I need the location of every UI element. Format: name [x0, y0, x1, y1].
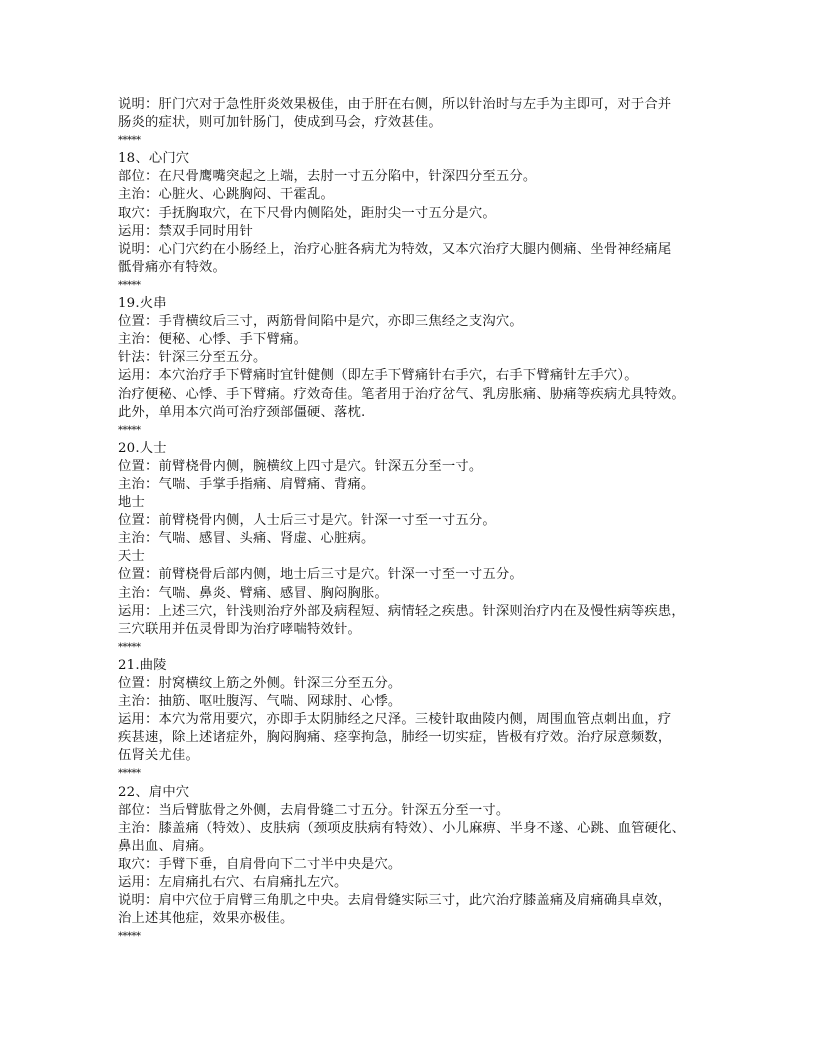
text-line: 主治：便秘、心悸、手下臂痛。 [118, 332, 307, 348]
text-line: 取穴：手抚胸取穴，在下尺骨内侧陷处，距肘尖一寸五分是穴。 [118, 205, 496, 221]
subsection-heading: 天士 [118, 549, 145, 565]
text-line: 主治：抽筋、呕吐腹泻、气喘、网球肘、心悸。 [118, 694, 402, 710]
section-heading: 21.曲陵 [118, 657, 167, 673]
text-line: 运用：禁双手同时用针 [118, 223, 253, 239]
text-line: 主治：气喘、鼻炎、臂痛、感冒、胸闷胸胀。 [118, 585, 388, 601]
text-line: 说明：肩中穴位于肩臂三角肌之中央。去肩骨缝实际三寸，此穴治疗膝盖痛及肩痛确具卓效， [118, 893, 672, 909]
text-line: 位置：前臂桡骨后部内侧，地士后三寸是穴。针深一寸至一寸五分。 [118, 567, 523, 583]
text-line: 部位：当后臂肱骨之外侧，去肩骨缝二寸五分。针深五分至一寸。 [118, 802, 510, 818]
text-line: 肠炎的症状，则可加针肠门，使成到马会，疗效甚佳。 [118, 115, 442, 131]
text-line: 主治：心脏火、心跳胸闷、干霍乱。 [118, 187, 334, 203]
text-line: 位置：前臂桡骨内侧，人士后三寸是穴。针深一寸至一寸五分。 [118, 513, 496, 529]
text-line: 伍肾关尤佳。 [118, 748, 199, 764]
text-line: 治疗便秘、心悸、手下臂痛。疗效奇佳。笔者用于治疗岔气、乳房胀痛、胁痛等疾病尤具特效。 [118, 386, 685, 402]
text-line: 疾甚速，除上述诸症外，胸闷胸痛、痉挛拘急，肺经一切实症，皆极有疗效。治疗尿意频数， [118, 730, 672, 746]
subsection-heading: 地士 [118, 495, 145, 511]
text-line: 运用：本穴治疗手下臂痛时宜针健侧（即左手下臂痛针右手穴，右手下臂痛针左手穴）。 [118, 368, 638, 384]
text-line: 运用：本穴为常用要穴，亦即手太阴肺经之尺泽。三棱针取曲陵内侧，周围血管点刺出血，疗 [118, 712, 672, 728]
text-line: 主治：膝盖痛（特效）、皮肤病（颈项皮肤病有特效）、小儿麻痹、半身不遂、心跳、血管硬化、 [118, 820, 686, 836]
section-separator: ***** [118, 768, 141, 780]
text-line: 位置：前臂桡骨内侧，腕横纹上四寸是穴。针深五分至一寸。 [118, 458, 483, 474]
text-line: 主治：气喘、感冒、头痛、肾虚、心脏病。 [118, 531, 375, 547]
section-separator: ***** [118, 931, 141, 943]
text-line: 三穴联用并伍灵骨即为治疗哮喘特效针。 [118, 621, 361, 637]
text-line: 骶骨痛亦有特效。 [118, 259, 226, 275]
section-heading: 19.火串 [118, 296, 167, 312]
text-line: 位置：手背横纹后三寸，两筋骨间陷中是穴，亦即三焦经之支沟穴。 [118, 314, 523, 330]
text-line: 说明：肝门穴对于急性肝炎效果极佳，由于肝在右侧，所以针治时与左手为主即可，对于合并 [118, 97, 672, 112]
section-heading: 22、肩中穴 [118, 784, 190, 800]
text-line: 治上述其他症，效果亦极佳。 [118, 911, 294, 927]
section-heading: 18、心门穴 [118, 151, 190, 167]
text-line: 鼻出血、肩痛。 [118, 838, 213, 854]
section-separator: ***** [118, 641, 141, 653]
text-line: 说明：心门穴约在小肠经上，治疗心脏各病尤为特效，又本穴治疗大腿内侧痛、坐骨神经痛尾 [118, 241, 672, 257]
text-line: 运用：左肩痛扎右穴、右肩痛扎左穴。 [118, 875, 348, 891]
text-line: 运用：上述三穴，针浅则治疗外部及病程短、病情轻之疾患。针深则治疗内在及慢性病等疾患， [118, 603, 685, 619]
section-separator: ***** [118, 424, 141, 436]
text-line: 针法：针深三分至五分。 [118, 350, 267, 366]
text-line: 主治：气喘、手掌手指痛、肩臂痛、背痛。 [118, 476, 375, 492]
section-separator: ***** [118, 279, 141, 291]
text-line: 位置：肘窝横纹上筋之外侧。针深三分至五分。 [118, 676, 402, 691]
text-line: 此外，单用本穴尚可治疗颈部僵硬、落枕. [118, 404, 366, 420]
document-page [118, 96, 708, 946]
text-line: 部位：在尺骨鹰嘴突起之上端，去肘一寸五分陷中，针深四分至五分。 [118, 169, 537, 185]
section-separator: ***** [118, 135, 141, 147]
text-line: 取穴：手臂下垂，自肩骨向下二寸半中央是穴。 [118, 856, 402, 872]
section-heading: 20.人士 [118, 440, 167, 456]
